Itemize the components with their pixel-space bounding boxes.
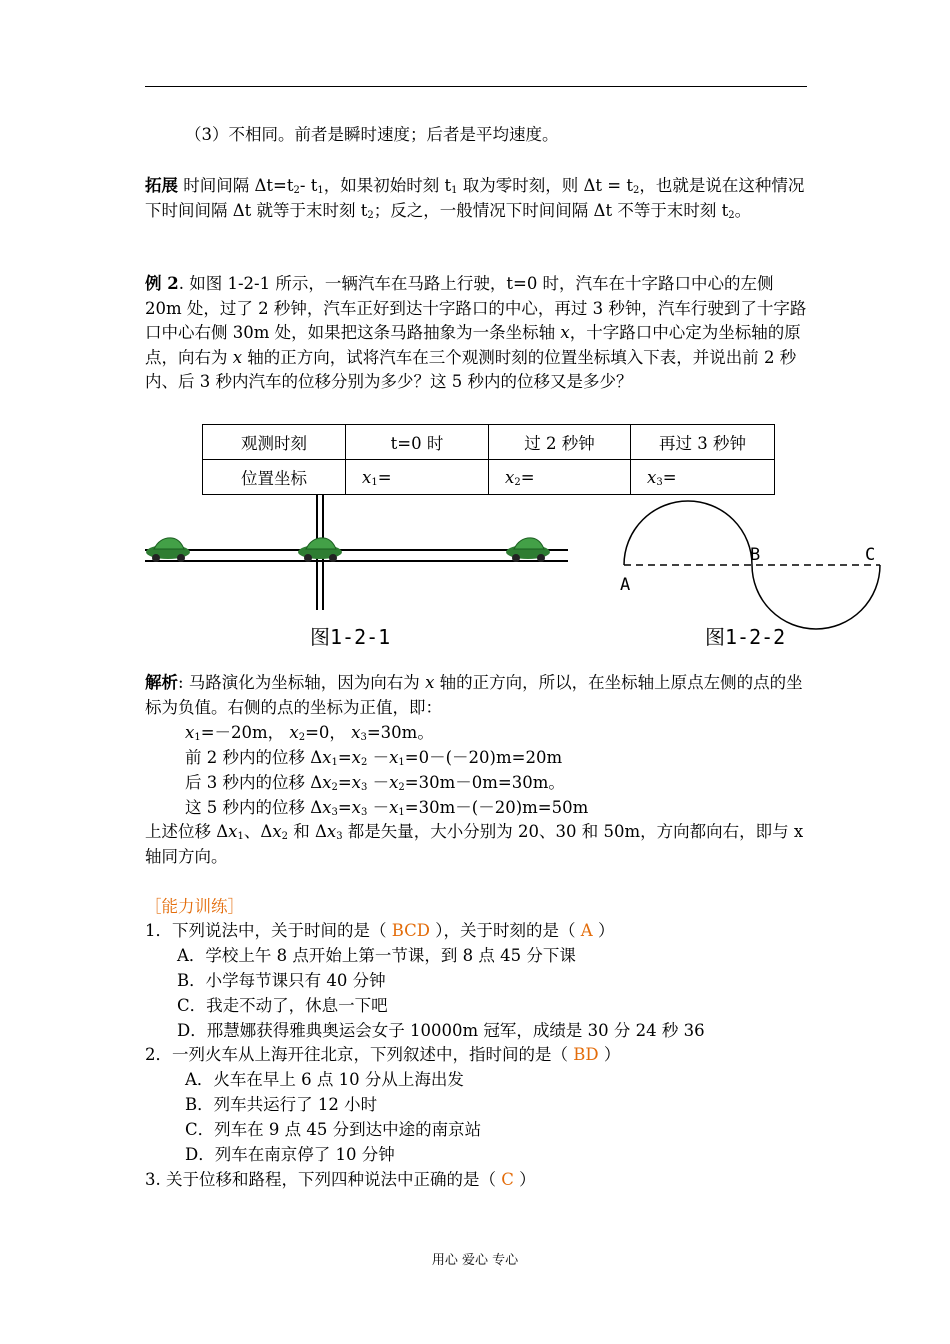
answer-3: （3）不相同。前者是瞬时速度；后者是平均速度。 [185, 125, 559, 144]
answer-text: C [496, 1170, 520, 1189]
table-header-cell: 观测时刻 [203, 425, 346, 460]
figure-caption: 图1-2-2 [705, 625, 786, 649]
table-cell: $x_1=$ [346, 460, 489, 495]
question-text: ） [603, 1045, 621, 1064]
example-paragraph [145, 272, 810, 395]
question-2 [145, 1043, 620, 1068]
question-3 [145, 1168, 536, 1193]
question-1 [145, 919, 614, 944]
car-icon [506, 538, 550, 562]
point-c-label: C [865, 545, 876, 565]
figure-1-2-2 [610, 495, 900, 655]
table-header-cell: 再过 3 秒钟 [631, 425, 775, 460]
figure-1-2-1 [140, 495, 580, 655]
page-footer: 用心 爱心 专心 [431, 1253, 519, 1268]
question-text: ），关于时刻的是（ [435, 921, 576, 940]
option-item: B．列车共运行了 12 小时 [185, 1095, 378, 1114]
option-item: C．列车在 9 点 45 分到达中途的南京站 [185, 1120, 482, 1139]
option-item: D．邢慧娜获得雅典奥运会女子 10000m 冠军，成绩是 30 分 24 秒 36 [177, 1021, 705, 1040]
extension-label: 拓展 [145, 176, 178, 195]
analysis-line: 这 5 秒内的位移 $\Delta x_3=x_3 -x_1=30m-(-20)m=50m$ [185, 798, 589, 818]
analysis-line: 前 2 秒内的位移 $\Delta x_1=x_2 -x_1=0-(-20)m=20m$ [185, 748, 563, 768]
lower-semicircle [752, 565, 880, 629]
table-header-cell: 过 2 秒钟 [489, 425, 631, 460]
table-cell: $x_3=$ [631, 460, 775, 495]
car-icon [298, 538, 342, 562]
car-icon [146, 538, 190, 562]
table-row [203, 460, 775, 495]
analysis-text: : 马路演化为坐标轴，因为向右为 x 轴的正方向，所以，在坐标轴上原点左侧的点的坐标为负值。右侧的点的坐标为正值，即： [145, 673, 803, 717]
answer-text: A [575, 921, 598, 940]
analysis-summary: 上述位移 $\Delta x_1$、$\Delta x_2$ 和 $\Delta x_3$ 都是矢量，大小分别为 20、30 和 50m，方向都向右，即与 x 轴同方向。 [145, 822, 804, 866]
table-header-cell: t=0 时 [346, 425, 489, 460]
road-horizontal [145, 550, 568, 561]
analysis-label: 解析 [145, 673, 178, 692]
example-label: 例 2 [145, 274, 179, 293]
question-text: 2．一列火车从上海开往北京，下列叙述中，指时间的是（ [145, 1045, 568, 1064]
analysis-line: 后 3 秒内的位移 $\Delta x_2=x_3 -x_2=30m-0m=30m$。 [185, 773, 565, 793]
upper-semicircle [624, 501, 752, 565]
table-row [203, 425, 775, 460]
analysis-line: $x_1=-20m$， $x_2=0$， $x_3=30m$。 [185, 723, 434, 743]
table-cell: 位置坐标 [203, 460, 346, 495]
option-item: A．学校上午 8 点开始上第一节课，到 8 点 45 分下课 [177, 946, 576, 965]
extension-paragraph [145, 174, 810, 223]
point-b-label: B [750, 545, 761, 565]
question-text: 3. 关于位移和路程，下列四种说法中正确的是（ [145, 1170, 496, 1189]
table-cell: $x_2=$ [489, 460, 631, 495]
answer-text: BD [568, 1045, 604, 1064]
point-a-label: A [620, 575, 631, 595]
answer-text: BCD [386, 921, 436, 940]
option-item: A．火车在早上 6 点 10 分从上海出发 [185, 1070, 464, 1089]
header-rule [145, 86, 807, 87]
question-text: ） [597, 921, 615, 940]
training-header: ［能力训练］ [145, 897, 244, 916]
figure-caption: 图1-2-1 [310, 625, 391, 649]
analysis-paragraph [145, 671, 810, 720]
question-text: ） [519, 1170, 536, 1189]
question-text: 1．下列说法中，关于时间的是（ [145, 921, 387, 940]
extension-text: 时间间隔 $\Delta t=t_2-$ $t_1$，如果初始时刻 $t_1$ 取为零时刻，则 $\Delta t = t_2$，也就是说在这种情况下时间间隔 Δt 就等于末时刻 $t_2$；反之，一般情况下时间间隔 Δt 不等于末时刻 $t_2$。 [145, 176, 805, 221]
option-item: D．列车在南京停了 10 分钟 [185, 1145, 395, 1164]
option-item: B．小学每节课只有 40 分钟 [177, 971, 386, 990]
observation-table [202, 424, 775, 495]
example-text: . 如图 1-2-1 所示，一辆汽车在马路上行驶，t=0 时，汽车在十字路口中心的左侧 20m 处，过了 2 秒钟，汽车正好到达十字路口的中心，再过 3 秒钟，汽车行驶到了十字路口中心右侧 30m 处，如果把这条马路抽象为一条坐标轴 x，十字路口中心定为坐标轴的原点，向右为 x 轴的正方向，试将汽车在三个观测时刻的位置坐标填入下表，并说出前 2 秒内、后 3 秒内汽车的位移分别为多少？这 5 秒内的位移又是多少？ [145, 274, 807, 391]
option-item: C．我走不动了，休息一下吧 [177, 996, 388, 1015]
